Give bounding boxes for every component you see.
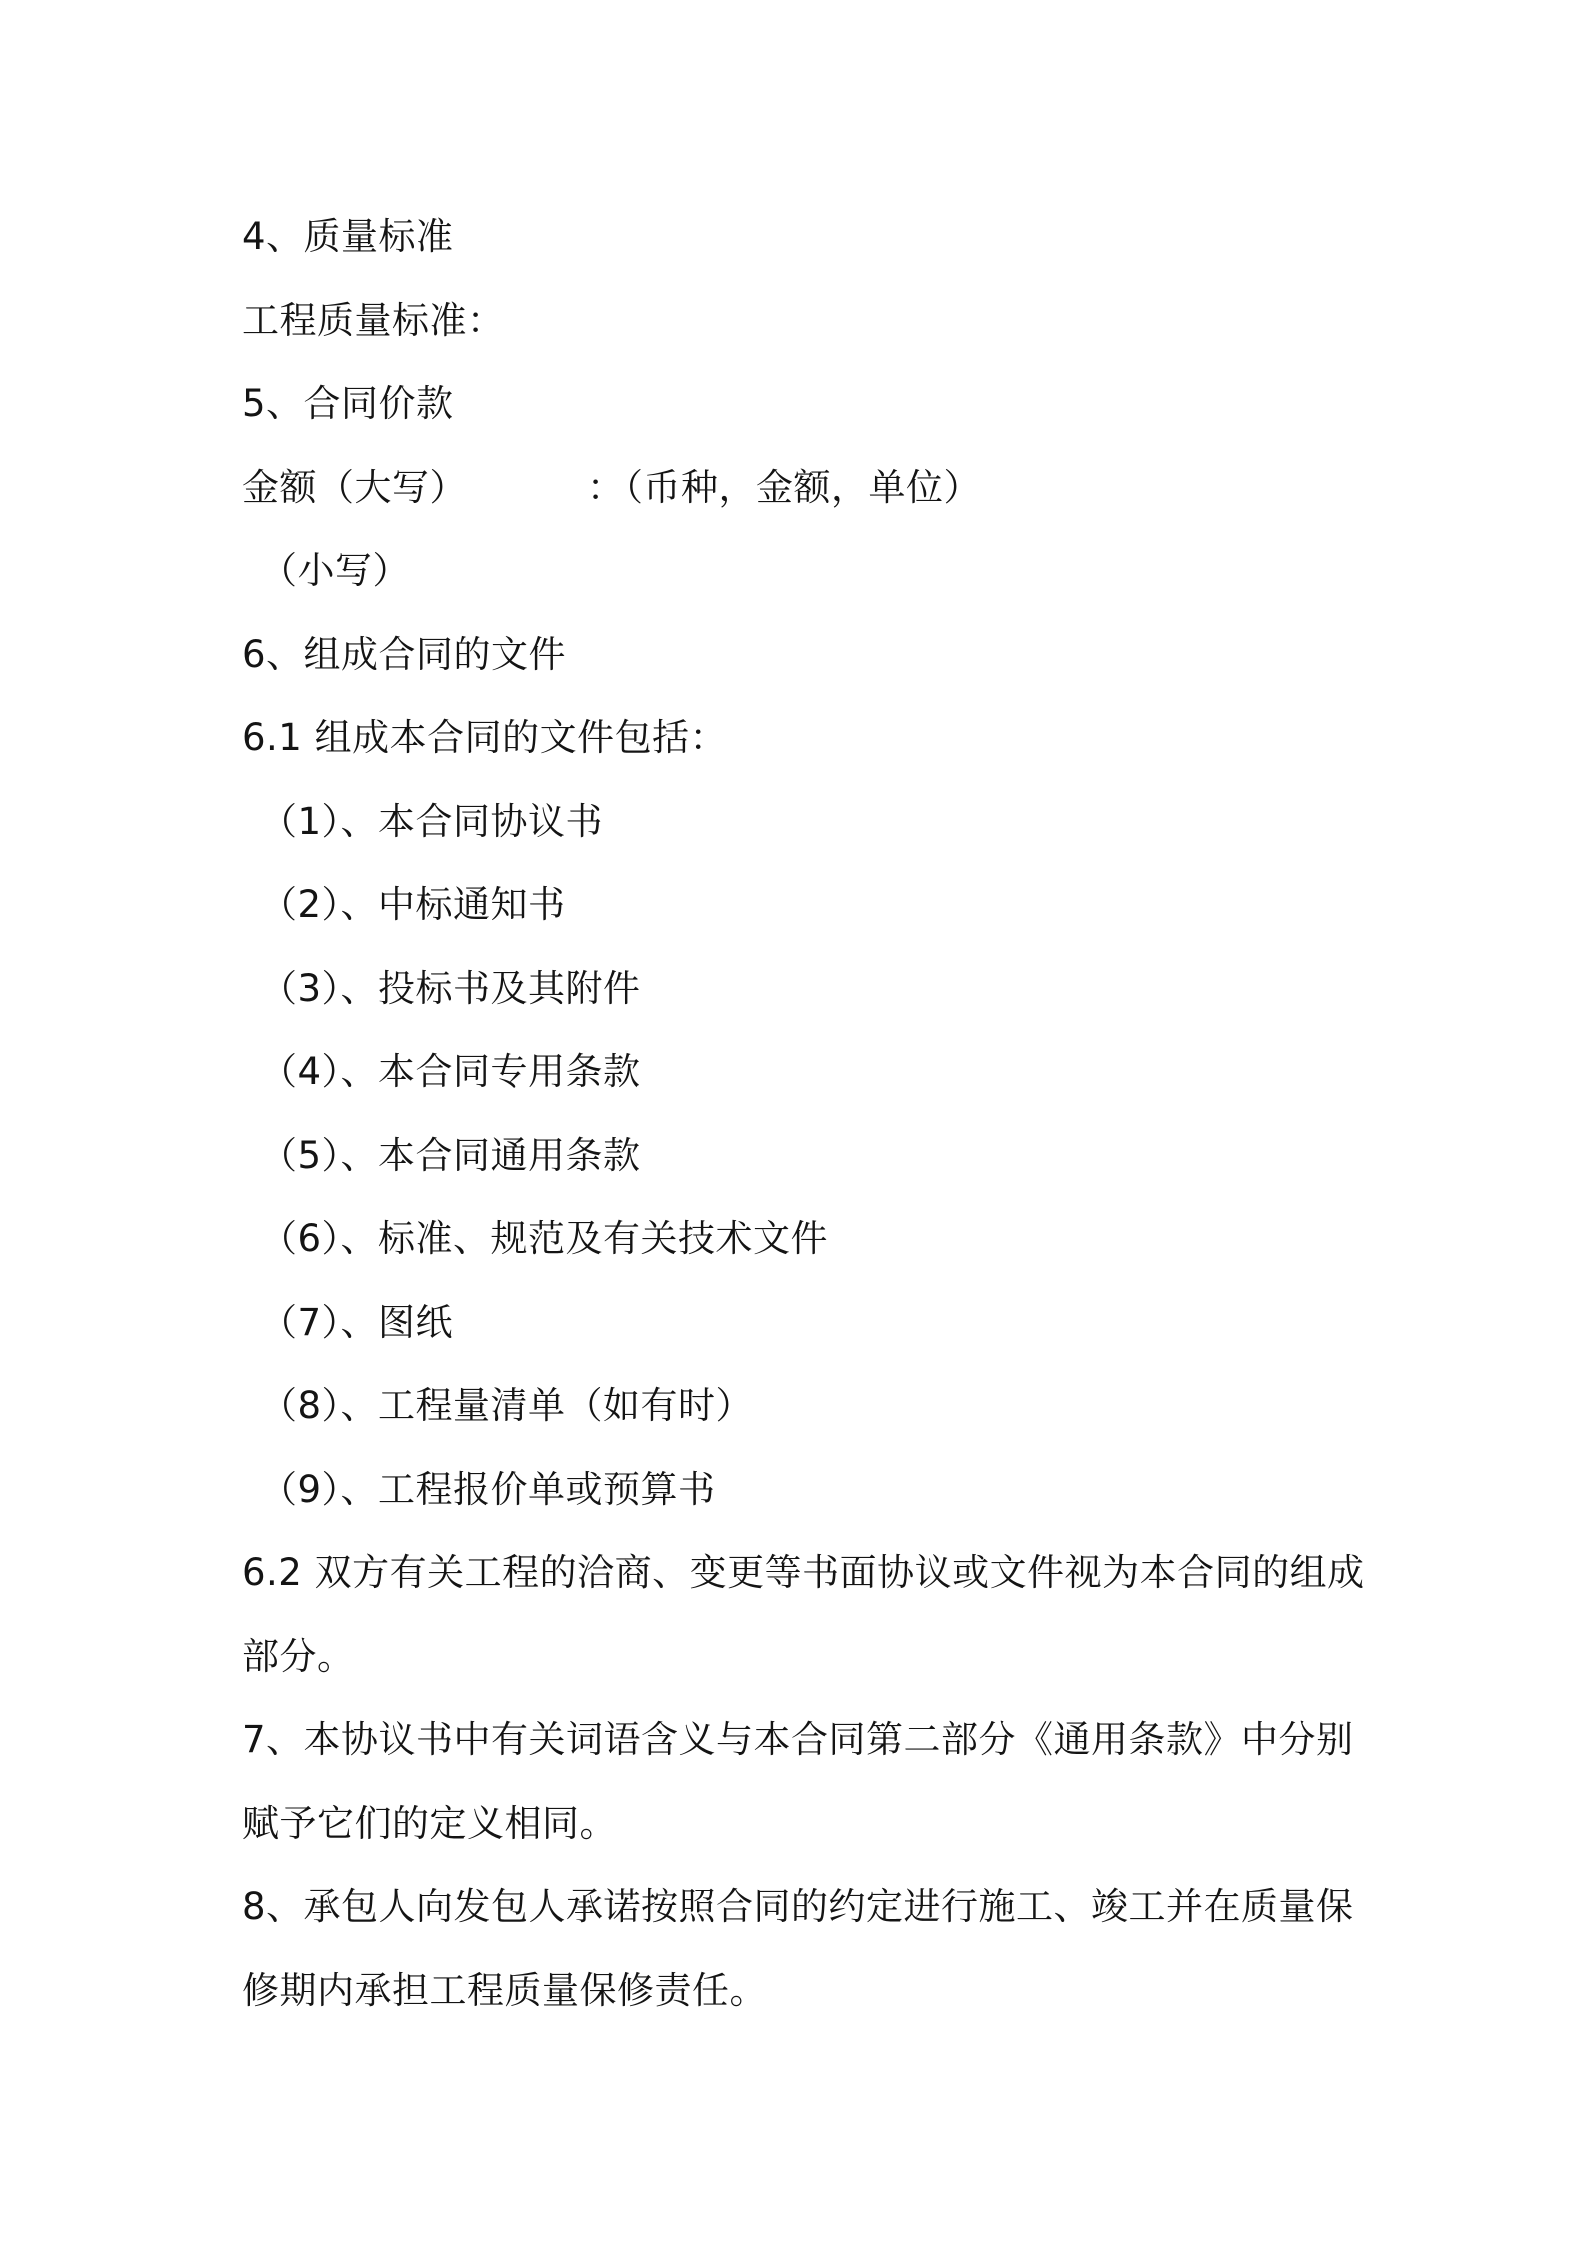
clause-7-line2: 赋予它们的定义相同。 [242,1801,617,1845]
docs-item: （8）、工程量清单（如有时） [260,1384,754,1427]
amount-upper-suffix: ：（币种，金额，单位） [587,465,981,509]
docs-item: （1）、本合同协议书 [260,799,604,843]
docs-item: （7）、图纸 [260,1300,454,1344]
docs-item: （2）、中标通知书 [260,883,566,926]
clause-8-line2: 修期内承担工程质量保修责任。 [242,1968,767,2012]
docs-item: （4）、本合同专用条款 [260,1050,641,1093]
docs-heading: 6、组成合同的文件 [242,632,567,676]
amount-upper-label: 金额（大写） [242,465,467,509]
quality-label: 工程质量标准： [242,298,505,342]
clause-8-line1: 8、承包人向发包人承诺按照合同的约定进行施工、竣工并在质量保 [242,1885,1354,1928]
clause-6-2-line1: 6.2 双方有关工程的洽商、变更等书面协议或文件视为本合同的组成 [242,1551,1365,1594]
quality-heading: 4、质量标准 [242,215,454,258]
clause-6-2-line2: 部分。 [242,1634,355,1678]
docs-item: （5）、本合同通用条款 [260,1133,641,1177]
docs-item: （9）、工程报价单或预算书 [260,1467,716,1511]
amount-upper-row [242,446,1362,530]
docs-item: （3）、投标书及其附件 [260,966,641,1010]
docs-intro: 6.1 组成本合同的文件包括： [242,716,728,759]
clause-7-line1: 7、本协议书中有关词语含义与本合同第二部分《通用条款》中分别 [242,1718,1354,1761]
document-body [242,195,1365,2032]
price-heading: 5、合同价款 [242,382,454,425]
docs-item: （6）、标准、规范及有关技术文件 [260,1217,829,1260]
amount-lower-label: （小写） [260,549,410,592]
